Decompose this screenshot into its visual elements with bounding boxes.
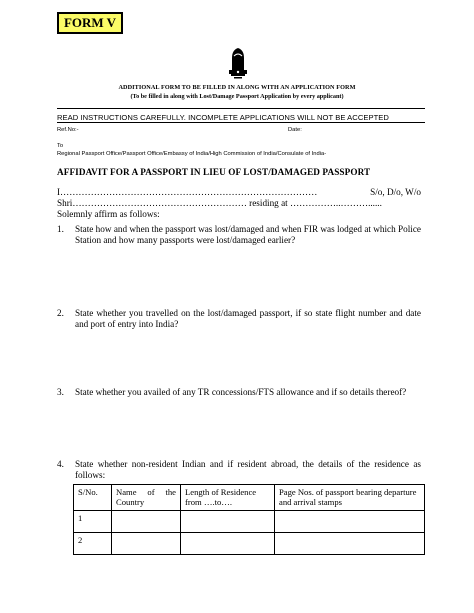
table-row bbox=[74, 511, 425, 533]
form-header-line2: (To be filled in along with Lost/Damage Passport Application by every applicant) bbox=[130, 93, 344, 100]
declaration-line2: Shri………………………………………………… residing at ……………..………...... bbox=[57, 198, 382, 208]
residence-table bbox=[73, 484, 425, 555]
relation-options: S/o, D/o, W/o bbox=[370, 187, 421, 197]
declaration-line1 bbox=[57, 187, 421, 198]
divider-top bbox=[57, 108, 425, 109]
row-length-cell[interactable] bbox=[181, 533, 275, 555]
question-number: 3. bbox=[57, 387, 64, 397]
date-label: Date: bbox=[288, 127, 302, 133]
question-number: 1. bbox=[57, 224, 64, 234]
question-1 bbox=[57, 224, 421, 246]
question-3 bbox=[57, 387, 421, 398]
question-number: 4. bbox=[57, 459, 64, 469]
header-sno: S/No. bbox=[74, 485, 112, 511]
question-4 bbox=[57, 459, 421, 481]
question-text: State how and when the passport was lost/damaged and when FIR was lodged at which Police Station and how many passports were lost/damaged earlier? bbox=[75, 224, 421, 245]
header-length-of-residence: Length of Residence from ….to…. bbox=[181, 485, 275, 511]
question-2 bbox=[57, 308, 421, 330]
question-number: 2. bbox=[57, 308, 64, 318]
header-country: Name of the Country bbox=[112, 485, 181, 511]
row-country-cell[interactable] bbox=[112, 533, 181, 555]
row-sno: 2 bbox=[74, 533, 112, 555]
table-header-row bbox=[74, 485, 425, 511]
to-label: To bbox=[57, 143, 64, 149]
question-text: State whether you travelled on the lost/damaged passport, if so state flight number and date and port of entry into India? bbox=[75, 308, 421, 329]
table-row bbox=[74, 533, 425, 555]
divider-bottom bbox=[57, 122, 425, 123]
row-page-cell[interactable] bbox=[275, 511, 425, 533]
row-length-cell[interactable] bbox=[181, 511, 275, 533]
question-text: State whether you availed of any TR concessions/FTS allowance and if so details thereof? bbox=[75, 387, 407, 397]
row-page-cell[interactable] bbox=[275, 533, 425, 555]
national-emblem-icon bbox=[226, 44, 250, 80]
form-header-line1: ADDITIONAL FORM TO BE FILLED IN ALONG WITH AN APPLICATION FORM bbox=[118, 84, 356, 91]
row-country-cell[interactable] bbox=[112, 511, 181, 533]
declaration-name-blank: I………………………………………………………………………… bbox=[57, 187, 318, 197]
form-label: FORM V bbox=[57, 12, 123, 34]
instructions-text: READ INSTRUCTIONS CAREFULLY. INCOMPLETE APPLICATIONS WILL NOT BE ACCEPTED bbox=[57, 113, 389, 122]
header-page-nos: Page Nos. of passport bearing departure and arrival stamps bbox=[275, 485, 425, 511]
addressee-text: Regional Passport Office/Passport Office/Embassy of India/High Commission of India/Consulate of India- bbox=[57, 151, 327, 157]
row-sno: 1 bbox=[74, 511, 112, 533]
affidavit-title: AFFIDAVIT FOR A PASSPORT IN LIEU OF LOST/DAMAGED PASSPORT bbox=[57, 167, 371, 177]
question-text: State whether non-resident Indian and if resident abroad, the details of the residence as follows: bbox=[75, 459, 421, 480]
ref-no-label: Ref.No:- bbox=[57, 127, 79, 133]
declaration-line3: Solemnly affirm as follows: bbox=[57, 209, 160, 219]
